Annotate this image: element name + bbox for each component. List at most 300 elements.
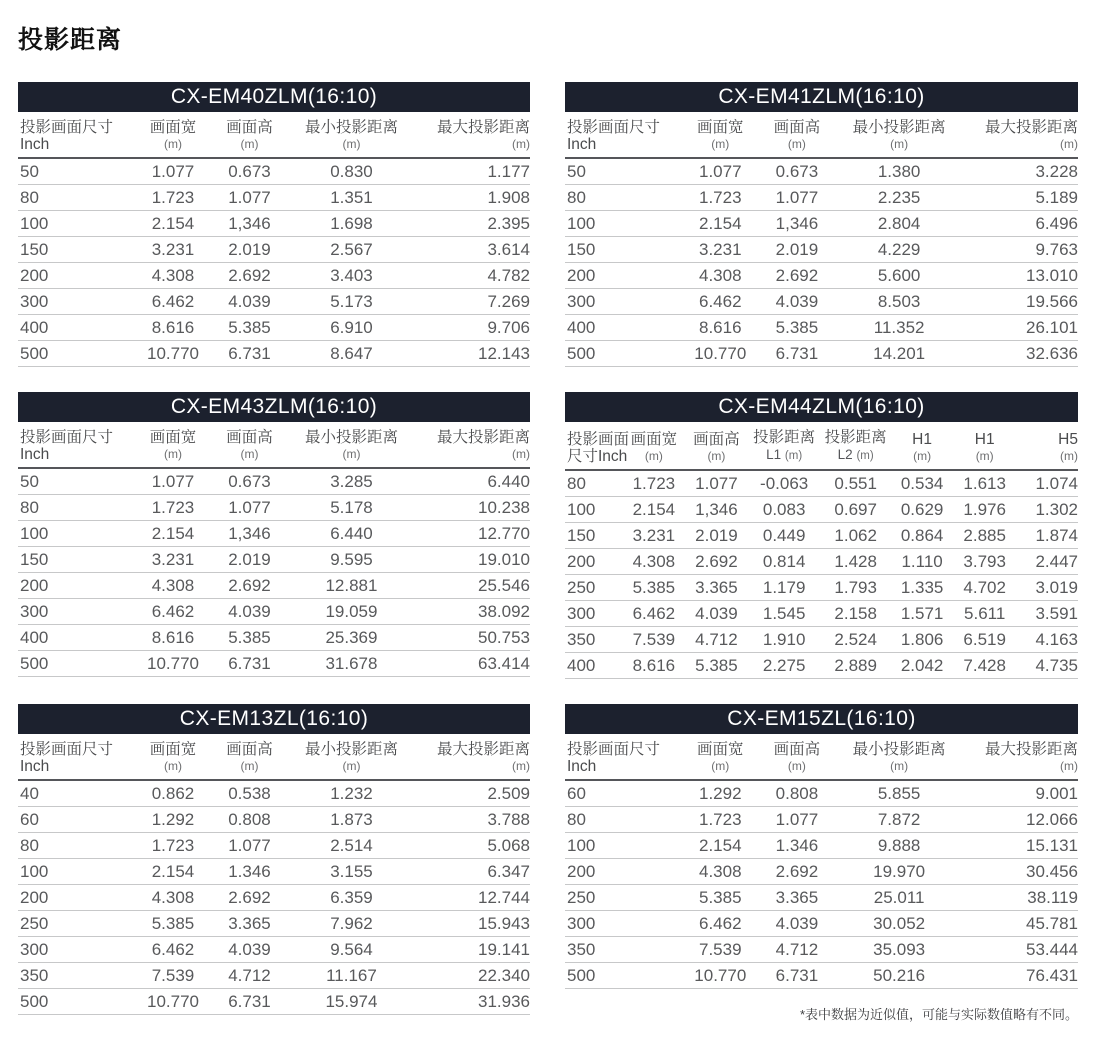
screen-size-cell: 200 bbox=[565, 263, 679, 289]
table-row bbox=[565, 937, 1078, 963]
value-cell: 3.788 bbox=[418, 807, 530, 833]
column-header bbox=[132, 119, 214, 158]
value-cell: 19.141 bbox=[418, 937, 530, 963]
value-cell: 6.347 bbox=[418, 859, 530, 885]
value-cell: 1.077 bbox=[214, 495, 285, 521]
column-unit: (m) bbox=[240, 447, 259, 461]
value-cell: 2.019 bbox=[761, 237, 833, 263]
screen-size-cell: 300 bbox=[565, 289, 679, 315]
value-cell: 5.385 bbox=[679, 885, 761, 911]
value-cell: 4.712 bbox=[214, 963, 285, 989]
table-row bbox=[18, 185, 530, 211]
column-header bbox=[132, 741, 214, 780]
screen-size-cell: 200 bbox=[18, 573, 132, 599]
column-header bbox=[966, 119, 1078, 158]
table-row bbox=[565, 807, 1078, 833]
column-header bbox=[285, 119, 418, 158]
value-cell: 4.712 bbox=[761, 937, 833, 963]
value-cell: 5.385 bbox=[214, 315, 285, 341]
screen-size-cell: 80 bbox=[18, 185, 132, 211]
table-row bbox=[565, 653, 1078, 679]
value-cell: 15.943 bbox=[418, 911, 530, 937]
screen-size-cell: 150 bbox=[565, 523, 623, 549]
screen-size-cell: 60 bbox=[565, 780, 679, 807]
column-label: H1 bbox=[912, 431, 932, 448]
value-cell: 1.806 bbox=[891, 627, 952, 653]
column-header-row bbox=[565, 119, 1078, 158]
value-cell: 3.231 bbox=[132, 237, 214, 263]
screen-size-cell: 100 bbox=[565, 211, 679, 237]
last-table-cell bbox=[565, 704, 1078, 1023]
column-header bbox=[761, 119, 833, 158]
column-unit: L1 (m) bbox=[766, 447, 803, 462]
value-cell: 2.019 bbox=[685, 523, 749, 549]
column-header bbox=[953, 429, 1017, 470]
column-unit: (m) bbox=[644, 449, 663, 463]
value-cell: 2.885 bbox=[953, 523, 1017, 549]
page-title: 投影距离 bbox=[18, 26, 123, 54]
value-cell: 2.692 bbox=[214, 263, 285, 289]
table-row bbox=[565, 963, 1078, 989]
value-cell: 2.019 bbox=[214, 237, 285, 263]
table-row bbox=[565, 470, 1078, 497]
value-cell: 1.302 bbox=[1017, 497, 1078, 523]
value-cell: 6.462 bbox=[132, 289, 214, 315]
value-cell: 1.077 bbox=[685, 470, 749, 497]
value-cell: 76.431 bbox=[966, 963, 1078, 989]
column-unit: (m) bbox=[787, 759, 806, 773]
value-cell: 8.503 bbox=[833, 289, 966, 315]
value-cell: 3.365 bbox=[214, 911, 285, 937]
value-cell: 5.068 bbox=[418, 833, 530, 859]
value-cell: 7.428 bbox=[953, 653, 1017, 679]
value-cell: 2.158 bbox=[820, 601, 892, 627]
value-cell: 6.440 bbox=[418, 468, 530, 495]
column-unit: (m) bbox=[342, 759, 361, 773]
value-cell: 1.232 bbox=[285, 780, 418, 807]
projection-table-cx-em44zlm bbox=[565, 392, 1078, 679]
screen-size-cell: 350 bbox=[565, 627, 623, 653]
value-cell: 2.889 bbox=[820, 653, 892, 679]
table-row bbox=[18, 911, 530, 937]
column-header-row bbox=[18, 741, 530, 780]
column-label: 画面宽 bbox=[149, 119, 197, 136]
table-head bbox=[18, 741, 530, 780]
column-unit: (m) bbox=[707, 449, 726, 463]
value-cell: 6.519 bbox=[953, 627, 1017, 653]
value-cell: 0.083 bbox=[748, 497, 820, 523]
projection-table-cx-em41zlm bbox=[565, 82, 1078, 367]
value-cell: 38.119 bbox=[966, 885, 1078, 911]
column-label: 画面高 bbox=[226, 119, 273, 136]
value-cell: 6.440 bbox=[285, 521, 418, 547]
screen-size-cell: 200 bbox=[565, 859, 679, 885]
column-unit: (m) bbox=[890, 137, 909, 151]
value-cell: 25.369 bbox=[285, 625, 418, 651]
value-cell: 31.936 bbox=[418, 989, 530, 1015]
table-head bbox=[18, 429, 530, 468]
value-cell: 1.545 bbox=[748, 601, 820, 627]
value-cell: 1.351 bbox=[285, 185, 418, 211]
table-row bbox=[18, 468, 530, 495]
table-row bbox=[18, 833, 530, 859]
screen-size-cell: 80 bbox=[565, 470, 623, 497]
value-cell: 5.611 bbox=[953, 601, 1017, 627]
value-cell: 1.571 bbox=[891, 601, 952, 627]
value-cell: 3.793 bbox=[953, 549, 1017, 575]
table-row bbox=[565, 549, 1078, 575]
value-cell: 1.077 bbox=[761, 807, 833, 833]
value-cell: 0.814 bbox=[748, 549, 820, 575]
column-header bbox=[820, 429, 892, 470]
table-row bbox=[565, 185, 1078, 211]
value-cell: 10.770 bbox=[132, 651, 214, 677]
value-cell: 10.770 bbox=[679, 341, 761, 367]
value-cell: 5.855 bbox=[833, 780, 966, 807]
value-cell: 2.692 bbox=[214, 885, 285, 911]
value-cell: 1.062 bbox=[820, 523, 892, 549]
table-row bbox=[18, 315, 530, 341]
column-unit: (m) bbox=[890, 759, 909, 773]
value-cell: 1.613 bbox=[953, 470, 1017, 497]
value-cell: 0.830 bbox=[285, 158, 418, 185]
value-cell: 2.154 bbox=[679, 833, 761, 859]
table-row bbox=[565, 237, 1078, 263]
value-cell: 1.077 bbox=[214, 185, 285, 211]
value-cell: 1.723 bbox=[679, 185, 761, 211]
value-cell: 2.514 bbox=[285, 833, 418, 859]
table-row bbox=[565, 289, 1078, 315]
column-unit: (m) bbox=[163, 759, 182, 773]
column-unit: Inch bbox=[20, 446, 50, 463]
column-header bbox=[833, 741, 966, 780]
column-header bbox=[833, 119, 966, 158]
column-label: 画面高 bbox=[773, 119, 821, 136]
column-label: 投影距离 bbox=[753, 429, 816, 446]
value-cell: 4.735 bbox=[1017, 653, 1078, 679]
value-cell: 6.462 bbox=[679, 911, 761, 937]
column-label: 最小投影距离 bbox=[304, 119, 398, 136]
column-unit: (m) bbox=[1060, 449, 1078, 463]
value-cell: 6.910 bbox=[285, 315, 418, 341]
projection-distance-table bbox=[18, 741, 530, 1015]
table-row bbox=[565, 315, 1078, 341]
value-cell: 3.285 bbox=[285, 468, 418, 495]
value-cell: 1,346 bbox=[214, 521, 285, 547]
value-cell: 3.019 bbox=[1017, 575, 1078, 601]
value-cell: 22.340 bbox=[418, 963, 530, 989]
column-label: 最大投影距离 bbox=[436, 119, 530, 136]
value-cell: 1,346 bbox=[761, 211, 833, 237]
table-row bbox=[565, 158, 1078, 185]
value-cell: 38.092 bbox=[418, 599, 530, 625]
screen-size-cell: 350 bbox=[18, 963, 132, 989]
value-cell: 7.962 bbox=[285, 911, 418, 937]
value-cell: 2.154 bbox=[132, 211, 214, 237]
column-header bbox=[214, 741, 285, 780]
column-label: 画面宽 bbox=[630, 431, 678, 448]
table-row bbox=[565, 885, 1078, 911]
value-cell: 19.970 bbox=[833, 859, 966, 885]
table-body bbox=[18, 158, 530, 367]
value-cell: 12.066 bbox=[966, 807, 1078, 833]
value-cell: 10.770 bbox=[132, 989, 214, 1015]
value-cell: 0.629 bbox=[891, 497, 952, 523]
value-cell: 3.228 bbox=[966, 158, 1078, 185]
value-cell: 12.744 bbox=[418, 885, 530, 911]
value-cell: 1.077 bbox=[679, 158, 761, 185]
table-body bbox=[565, 780, 1078, 989]
value-cell: 5.385 bbox=[132, 911, 214, 937]
value-cell: 3.155 bbox=[285, 859, 418, 885]
value-cell: 5.385 bbox=[761, 315, 833, 341]
value-cell: 31.678 bbox=[285, 651, 418, 677]
value-cell: 4.308 bbox=[132, 573, 214, 599]
screen-size-cell: 50 bbox=[18, 158, 132, 185]
value-cell: 50.216 bbox=[833, 963, 966, 989]
column-unit: (m) bbox=[512, 759, 530, 773]
column-header bbox=[748, 429, 820, 470]
screen-size-cell: 300 bbox=[18, 599, 132, 625]
value-cell: 4.308 bbox=[623, 549, 684, 575]
value-cell: 0.551 bbox=[820, 470, 892, 497]
column-unit: (m) bbox=[711, 137, 730, 151]
screen-size-cell: 50 bbox=[18, 468, 132, 495]
value-cell: 5.385 bbox=[623, 575, 684, 601]
value-cell: 2.235 bbox=[833, 185, 966, 211]
value-cell: 4.308 bbox=[132, 885, 214, 911]
value-cell: 1.428 bbox=[820, 549, 892, 575]
column-label: 最大投影距离 bbox=[984, 119, 1078, 136]
value-cell: 6.731 bbox=[761, 341, 833, 367]
column-unit: (m) bbox=[163, 137, 182, 151]
column-unit: (m) bbox=[787, 137, 806, 151]
column-unit: (m) bbox=[240, 759, 259, 773]
value-cell: 3.231 bbox=[132, 547, 214, 573]
value-cell: 1,346 bbox=[685, 497, 749, 523]
value-cell: 4.229 bbox=[833, 237, 966, 263]
screen-size-cell: 250 bbox=[18, 911, 132, 937]
screen-size-cell: 100 bbox=[18, 521, 132, 547]
table-title-bar bbox=[565, 704, 1078, 734]
value-cell: 1.380 bbox=[833, 158, 966, 185]
table-row bbox=[18, 341, 530, 367]
value-cell: 6.462 bbox=[132, 599, 214, 625]
value-cell: 1.874 bbox=[1017, 523, 1078, 549]
table-row bbox=[18, 547, 530, 573]
column-unit: (m) bbox=[342, 447, 361, 461]
value-cell: 5.178 bbox=[285, 495, 418, 521]
value-cell: 2.395 bbox=[418, 211, 530, 237]
value-cell: 9.595 bbox=[285, 547, 418, 573]
value-cell: 0.808 bbox=[761, 780, 833, 807]
table-row bbox=[565, 627, 1078, 653]
table-row bbox=[565, 497, 1078, 523]
column-header bbox=[418, 741, 530, 780]
table-title: CX-EM41ZLM(16:10) bbox=[718, 85, 925, 108]
column-header bbox=[565, 741, 679, 780]
value-cell: 0.697 bbox=[820, 497, 892, 523]
table-row bbox=[18, 289, 530, 315]
value-cell: 15.974 bbox=[285, 989, 418, 1015]
table-row bbox=[565, 780, 1078, 807]
screen-size-cell: 60 bbox=[18, 807, 132, 833]
value-cell: 6.462 bbox=[132, 937, 214, 963]
value-cell: 2.692 bbox=[214, 573, 285, 599]
projection-distance-table bbox=[18, 119, 530, 367]
screen-size-cell: 100 bbox=[18, 211, 132, 237]
screen-size-cell: 200 bbox=[565, 549, 623, 575]
value-cell: 2.447 bbox=[1017, 549, 1078, 575]
value-cell: 0.673 bbox=[214, 468, 285, 495]
value-cell: 1.723 bbox=[132, 495, 214, 521]
value-cell: 19.010 bbox=[418, 547, 530, 573]
value-cell: 5.189 bbox=[966, 185, 1078, 211]
column-header bbox=[1017, 429, 1078, 470]
screen-size-cell: 80 bbox=[18, 495, 132, 521]
value-cell: 4.039 bbox=[761, 289, 833, 315]
value-cell: 53.444 bbox=[966, 937, 1078, 963]
value-cell: 11.352 bbox=[833, 315, 966, 341]
value-cell: 45.781 bbox=[966, 911, 1078, 937]
projection-distance-table bbox=[18, 429, 530, 677]
column-label: 投影画面尺寸 bbox=[567, 119, 661, 136]
table-head bbox=[565, 741, 1078, 780]
value-cell: 0.862 bbox=[132, 780, 214, 807]
column-unit: (m) bbox=[975, 449, 994, 463]
screen-size-cell: 150 bbox=[18, 237, 132, 263]
screen-size-cell: 200 bbox=[18, 885, 132, 911]
screen-size-cell: 400 bbox=[565, 653, 623, 679]
column-label: 画面高 bbox=[226, 429, 273, 446]
value-cell: 2.692 bbox=[761, 263, 833, 289]
table-body bbox=[565, 158, 1078, 367]
table-row bbox=[18, 989, 530, 1015]
column-header bbox=[685, 429, 749, 470]
value-cell: 1.077 bbox=[214, 833, 285, 859]
value-cell: 2.524 bbox=[820, 627, 892, 653]
value-cell: 6.731 bbox=[214, 341, 285, 367]
column-unit: (m) bbox=[1060, 759, 1078, 773]
column-label: 投影画面尺寸 bbox=[20, 429, 114, 446]
table-body bbox=[565, 470, 1078, 679]
value-cell: 3.614 bbox=[418, 237, 530, 263]
screen-size-cell: 80 bbox=[565, 185, 679, 211]
column-label: 投影画面尺寸 bbox=[567, 741, 661, 758]
screen-size-cell: 80 bbox=[18, 833, 132, 859]
screen-size-cell: 500 bbox=[18, 651, 132, 677]
column-label: 画面宽 bbox=[697, 119, 744, 136]
column-unit: (m) bbox=[711, 759, 730, 773]
value-cell: 1.346 bbox=[761, 833, 833, 859]
table-title: CX-EM13ZL(16:10) bbox=[179, 707, 369, 730]
table-title-bar bbox=[18, 704, 530, 734]
value-cell: 1.177 bbox=[418, 158, 530, 185]
table-head bbox=[565, 119, 1078, 158]
table-row bbox=[565, 523, 1078, 549]
value-cell: 8.616 bbox=[132, 625, 214, 651]
value-cell: 1.723 bbox=[623, 470, 684, 497]
table-row bbox=[18, 495, 530, 521]
value-cell: 4.039 bbox=[761, 911, 833, 937]
column-unit: 尺寸Inch bbox=[567, 448, 628, 465]
value-cell: 2.154 bbox=[623, 497, 684, 523]
column-unit: L2 (m) bbox=[837, 447, 874, 462]
value-cell: 9.001 bbox=[966, 780, 1078, 807]
value-cell: 5.173 bbox=[285, 289, 418, 315]
table-body bbox=[18, 468, 530, 677]
value-cell: 1.723 bbox=[132, 185, 214, 211]
value-cell: 12.770 bbox=[418, 521, 530, 547]
value-cell: 1.179 bbox=[748, 575, 820, 601]
column-label: 画面高 bbox=[226, 741, 273, 758]
column-header bbox=[679, 119, 761, 158]
value-cell: 4.039 bbox=[214, 599, 285, 625]
screen-size-cell: 300 bbox=[18, 937, 132, 963]
value-cell: 7.269 bbox=[418, 289, 530, 315]
value-cell: 4.039 bbox=[214, 289, 285, 315]
screen-size-cell: 300 bbox=[565, 601, 623, 627]
value-cell: 6.462 bbox=[679, 289, 761, 315]
table-row bbox=[18, 211, 530, 237]
column-label: 最小投影距离 bbox=[304, 429, 398, 446]
value-cell: 8.616 bbox=[132, 315, 214, 341]
column-header bbox=[214, 429, 285, 468]
value-cell: 1.873 bbox=[285, 807, 418, 833]
value-cell: 11.167 bbox=[285, 963, 418, 989]
value-cell: 12.881 bbox=[285, 573, 418, 599]
value-cell: 3.591 bbox=[1017, 601, 1078, 627]
screen-size-cell: 300 bbox=[565, 911, 679, 937]
value-cell: 1.698 bbox=[285, 211, 418, 237]
column-header bbox=[285, 741, 418, 780]
column-header bbox=[623, 429, 684, 470]
column-label: 最小投影距离 bbox=[304, 741, 398, 758]
value-cell: 13.010 bbox=[966, 263, 1078, 289]
value-cell: 4.039 bbox=[214, 937, 285, 963]
screen-size-cell: 100 bbox=[565, 497, 623, 523]
column-header-row bbox=[565, 429, 1078, 470]
column-label: 画面高 bbox=[773, 741, 821, 758]
screen-size-cell: 150 bbox=[18, 547, 132, 573]
value-cell: 0.534 bbox=[891, 470, 952, 497]
table-row bbox=[18, 859, 530, 885]
column-label: 最大投影距离 bbox=[436, 429, 530, 446]
value-cell: 2.019 bbox=[214, 547, 285, 573]
screen-size-cell: 100 bbox=[565, 833, 679, 859]
screen-size-cell: 250 bbox=[565, 575, 623, 601]
value-cell: 9.763 bbox=[966, 237, 1078, 263]
table-row bbox=[18, 780, 530, 807]
value-cell: 15.131 bbox=[966, 833, 1078, 859]
column-unit: (m) bbox=[240, 137, 259, 151]
value-cell: 4.308 bbox=[679, 263, 761, 289]
value-cell: 10.770 bbox=[132, 341, 214, 367]
screen-size-cell: 300 bbox=[18, 289, 132, 315]
projection-table-cx-em40zlm bbox=[18, 82, 530, 367]
table-row bbox=[18, 885, 530, 911]
table-row bbox=[565, 911, 1078, 937]
column-header bbox=[679, 741, 761, 780]
table-row bbox=[565, 833, 1078, 859]
value-cell: 0.673 bbox=[761, 158, 833, 185]
value-cell: 3.365 bbox=[761, 885, 833, 911]
column-unit: Inch bbox=[20, 758, 50, 775]
column-label: 投影画面尺寸 bbox=[20, 119, 114, 136]
screen-size-cell: 80 bbox=[565, 807, 679, 833]
column-unit: (m) bbox=[1060, 137, 1078, 151]
value-cell: 0.808 bbox=[214, 807, 285, 833]
